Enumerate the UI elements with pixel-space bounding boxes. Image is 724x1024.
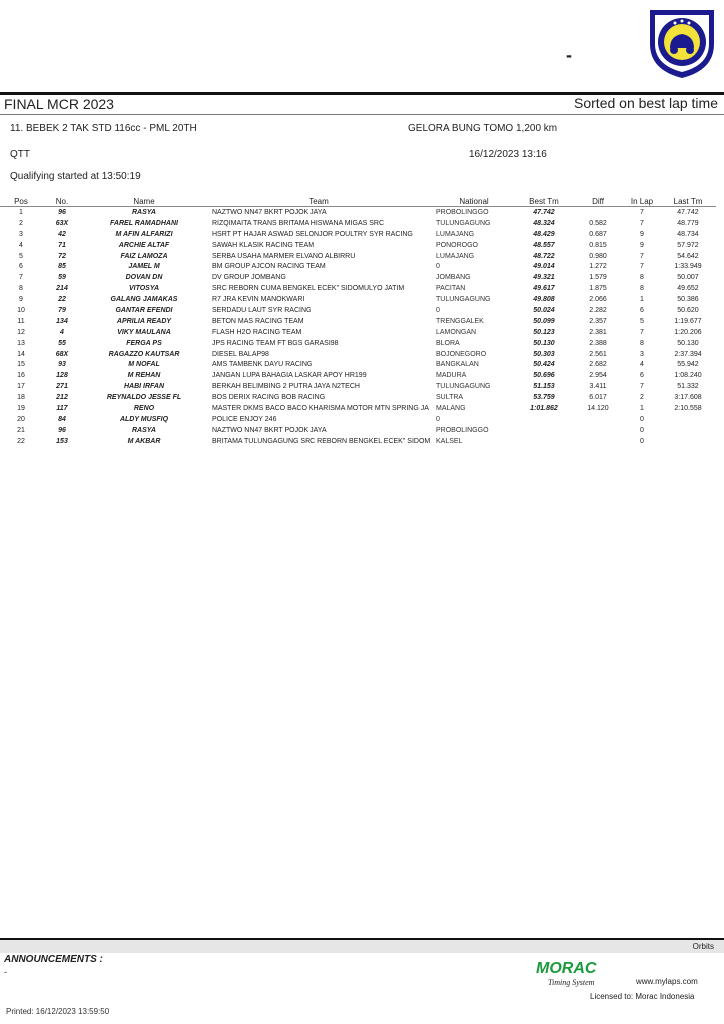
team-cell: NAZTWO NN47 BKRT POJOK JAYA [212, 208, 327, 216]
position-cell: 12 [17, 328, 25, 336]
best-time-cell: 1:01.862 [530, 404, 558, 412]
national-cell: BOJONEGORO [436, 350, 487, 358]
header-last-time: Last Tm [660, 196, 716, 207]
table-row [0, 240, 716, 251]
national-cell: 0 [436, 306, 440, 314]
header-best-time: Best Tm [516, 196, 572, 207]
best-time-cell: 53.759 [533, 394, 555, 402]
team-cell: DIESEL BALAP98 [212, 350, 269, 358]
national-cell: TULUNGAGUNG [436, 383, 491, 391]
license-text: Licensed to: Morac Indonesia [590, 992, 695, 1001]
rider-name-cell: VIKY MAULANA [117, 328, 171, 336]
position-cell: 17 [17, 383, 25, 391]
class-name: 11. BEBEK 2 TAK STD 116cc - PML 20TH [10, 123, 197, 134]
session-date: 16/12/2023 13:16 [469, 149, 547, 160]
header-in-lap: In Lap [624, 196, 660, 207]
best-time-cell: 50.696 [533, 372, 555, 380]
position-cell: 13 [17, 339, 25, 347]
table-row [0, 370, 716, 381]
header-pos: Pos [0, 196, 42, 207]
track-name: GELORA BUNG TOMO 1,200 km [408, 123, 558, 134]
number-cell: 271 [56, 383, 68, 391]
last-time-cell: 51.332 [677, 383, 699, 391]
table-row [0, 414, 716, 425]
table-row [0, 425, 716, 436]
number-cell: 4 [60, 328, 64, 336]
team-cell: BOS DERIX RACING BOB RACING [212, 394, 326, 402]
in-lap-cell: 4 [640, 361, 644, 369]
table-row [0, 392, 716, 403]
best-time-cell: 49.808 [533, 296, 555, 304]
number-cell: 79 [58, 306, 66, 314]
number-cell: 214 [56, 285, 68, 293]
in-lap-cell: 3 [640, 350, 644, 358]
last-time-cell: 50.007 [677, 274, 699, 282]
diff-cell: 2.381 [589, 328, 607, 336]
position-cell: 6 [19, 263, 23, 271]
position-cell: 4 [19, 241, 23, 249]
best-time-cell: 48.722 [533, 252, 555, 260]
brand-tagline: Timing System [548, 978, 595, 987]
last-time-cell [660, 425, 716, 436]
position-cell: 11 [17, 317, 25, 325]
table-row [0, 218, 716, 229]
in-lap-cell: 6 [640, 372, 644, 380]
number-cell: 84 [58, 415, 66, 423]
table-row [0, 272, 716, 283]
rider-name-cell: ALDY MUSFIQ [119, 415, 169, 423]
results-table [0, 196, 716, 447]
last-time-cell: 57.972 [677, 241, 699, 249]
orbits-label: Orbits [692, 942, 714, 951]
best-time-cell [516, 425, 572, 436]
table-row [0, 338, 716, 349]
in-lap-cell: 0 [640, 415, 644, 423]
team-cell: HSRT PT HAJAR ASWAD SELONJOR POULTRY SYR RACING [212, 230, 413, 238]
national-cell: TRENGGALEK [436, 317, 484, 325]
in-lap-cell: 0 [640, 437, 644, 445]
number-cell: 117 [56, 404, 68, 412]
last-time-cell: 1:19.677 [674, 317, 702, 325]
diff-cell: 1.875 [589, 285, 607, 293]
team-cell: SRC REBORN CUMA BENGKEL ECEK" SIDOMULYO JATIM [212, 285, 405, 293]
national-cell: LUMAJANG [436, 230, 475, 238]
header-national: National [432, 196, 516, 207]
table-row [0, 436, 716, 447]
table-row [0, 207, 716, 218]
rider-name-cell: GALANG JAMAKAS [110, 296, 178, 304]
last-time-cell: 48.734 [677, 230, 699, 238]
diff-cell: 2.357 [589, 317, 607, 325]
number-cell: 96 [58, 426, 66, 434]
rider-name-cell: FAIZ LAMOZA [120, 252, 168, 260]
team-cell: SERBA USAHA MARMER ELVANO ALBIRRU [212, 252, 356, 260]
table-row [0, 359, 716, 370]
table-row [0, 283, 716, 294]
national-cell: MALANG [436, 404, 466, 412]
number-cell: 93 [58, 361, 66, 369]
last-time-cell: 54.642 [677, 252, 699, 260]
rider-name-cell: VITOSYA [128, 285, 160, 293]
position-cell: 8 [19, 285, 23, 293]
rider-name-cell: ARCHIE ALTAF [118, 241, 170, 249]
position-cell: 7 [19, 274, 23, 282]
position-cell: 3 [19, 230, 23, 238]
best-time-cell [516, 414, 572, 425]
in-lap-cell: 7 [640, 383, 644, 391]
in-lap-cell: 9 [640, 230, 644, 238]
position-cell: 2 [19, 219, 23, 227]
position-cell: 20 [17, 415, 25, 423]
last-time-cell: 2:10.558 [674, 404, 702, 412]
rider-name-cell: M AKBAR [127, 437, 161, 445]
team-cell: SERDADU LAUT SYR RACING [212, 306, 312, 314]
table-header-row [0, 196, 716, 207]
national-cell: 0 [436, 263, 440, 271]
in-lap-cell: 8 [640, 339, 644, 347]
last-time-cell: 1:08.240 [674, 372, 702, 380]
diff-cell: 1.579 [589, 274, 607, 282]
position-cell: 15 [17, 361, 25, 369]
team-cell: MASTER DKMS BACO BACO KHARISMA MOTOR MTN SPRING JA [212, 404, 429, 412]
rider-name-cell: FERGA PS [126, 339, 162, 347]
in-lap-cell: 0 [640, 426, 644, 434]
national-cell: 0 [436, 415, 440, 423]
header-divider [0, 114, 724, 115]
rider-name-cell: RAGAZZO KAUTSAR [108, 350, 180, 358]
table-row [0, 294, 716, 305]
in-lap-cell: 2 [640, 394, 644, 402]
in-lap-cell: 8 [640, 274, 644, 282]
diff-cell: 6.017 [589, 394, 607, 402]
number-cell: 71 [58, 241, 66, 249]
national-cell: KALSEL [436, 437, 463, 445]
number-cell: 128 [56, 372, 68, 380]
diff-cell: 0.980 [589, 252, 607, 260]
national-cell: PROBOLINGGO [436, 426, 489, 434]
team-cell: JPS RACING TEAM FT BGS GARASI98 [212, 339, 339, 347]
position-cell: 14 [17, 350, 25, 358]
table-row [0, 305, 716, 316]
last-time-cell: 47.742 [677, 208, 699, 216]
national-cell: TULUNGAGUNG [436, 219, 491, 227]
team-cell: BERKAH BELIMBING 2 PUTRA JAYA N2TECH [212, 383, 360, 391]
number-cell: 153 [56, 437, 68, 445]
best-time-cell: 50.099 [533, 317, 555, 325]
team-cell: AMS TAMBENK DAYU RACING [212, 361, 313, 369]
last-time-cell [660, 414, 716, 425]
national-cell: PACITAN [436, 285, 466, 293]
team-cell: SAWAH KLASIK RACING TEAM [212, 241, 315, 249]
position-cell: 9 [19, 296, 23, 304]
diff-cell: 2.954 [589, 372, 607, 380]
last-time-cell: 49.652 [677, 285, 699, 293]
rider-name-cell: RASYA [132, 208, 156, 216]
best-time-cell: 48.324 [533, 219, 555, 227]
printed-timestamp: Printed: 16/12/2023 13:59:50 [6, 1007, 110, 1016]
team-cell: JANGAN LUPA BAHAGIA LASKAR APOY HR199 [212, 372, 367, 380]
diff-cell [572, 436, 624, 447]
footer-band [0, 940, 724, 953]
header-team: Team [206, 196, 432, 207]
diff-cell: 0.582 [589, 219, 607, 227]
diff-cell: 3.411 [589, 383, 607, 391]
diff-cell: 0.815 [589, 241, 607, 249]
national-cell: LAMONGAN [436, 328, 477, 336]
number-cell: 22 [58, 296, 66, 304]
team-cell: FLASH H2O RACING TEAM [212, 328, 302, 336]
rider-name-cell: GANTAR EFENDI [115, 306, 173, 314]
morac-logo-icon [534, 958, 620, 988]
event-title: FINAL MCR 2023 [4, 96, 114, 112]
table-row [0, 349, 716, 360]
last-time-cell: 1:20.206 [674, 328, 702, 336]
position-cell: 21 [17, 426, 25, 434]
diff-cell: 1.272 [589, 263, 607, 271]
announcements-text: - [4, 967, 7, 977]
rider-name-cell: HABI IRFAN [123, 383, 165, 391]
best-time-cell: 50.024 [533, 306, 555, 314]
diff-cell: 0.687 [589, 230, 607, 238]
position-cell: 18 [17, 394, 25, 402]
best-time-cell: 47.742 [533, 208, 555, 216]
table-row [0, 261, 716, 272]
best-time-cell: 48.557 [533, 241, 555, 249]
best-time-cell: 49.321 [533, 274, 555, 282]
in-lap-cell: 7 [640, 219, 644, 227]
in-lap-cell: 8 [640, 285, 644, 293]
rider-name-cell: M AFIN ALFARIZI [115, 230, 173, 238]
table-row [0, 229, 716, 240]
national-cell: MADURA [436, 372, 467, 380]
best-time-cell: 50.424 [533, 361, 555, 369]
team-cell: DV GROUP JOMBANG [212, 274, 286, 282]
national-cell: BLORA [436, 339, 460, 347]
team-cell: RIZQIMAITA TRANS BRITAMA HISWANA MIGAS SRC [212, 219, 385, 227]
national-cell: JOMBANG [436, 274, 471, 282]
website-text: www.mylaps.com [636, 977, 698, 986]
best-time-cell: 50.303 [533, 350, 555, 358]
qualifying-start: Qualifying started at 13:50:19 [10, 171, 141, 182]
team-cell: R7 JRA KEVIN MANOKWARI [212, 296, 305, 304]
last-time-cell: 50.130 [677, 339, 699, 347]
best-time-cell [516, 436, 572, 447]
position-cell: 22 [17, 437, 25, 445]
best-time-cell: 51.153 [533, 383, 555, 391]
rider-name-cell: REYNALDO JESSE FL [106, 394, 182, 402]
diff-cell: 2.388 [589, 339, 607, 347]
session-name: QTT [10, 149, 30, 160]
last-time-cell: 55.942 [677, 361, 699, 369]
header-dash: - [566, 45, 572, 65]
number-cell: 72 [58, 252, 66, 260]
best-time-cell: 50.123 [533, 328, 555, 336]
position-cell: 1 [19, 208, 23, 216]
in-lap-cell: 5 [640, 317, 644, 325]
national-cell: BANGKALAN [436, 361, 479, 369]
number-cell: 85 [58, 263, 66, 271]
number-cell: 68X [55, 350, 69, 358]
team-cell: NAZTWO NN47 BKRT POJOK JAYA [212, 426, 327, 434]
position-cell: 5 [19, 252, 23, 260]
rider-name-cell: RENO [133, 404, 155, 412]
team-cell: POLICE ENJOY 246 [212, 415, 277, 423]
position-cell: 16 [17, 372, 25, 380]
national-cell: LUMAJANG [436, 252, 475, 260]
rider-name-cell: JAMEL M [128, 263, 160, 271]
last-time-cell: 1:33.949 [674, 263, 702, 271]
diff-cell: 2.066 [589, 296, 607, 304]
diff-cell: 2.282 [589, 306, 607, 314]
in-lap-cell: 9 [640, 241, 644, 249]
in-lap-cell: 7 [640, 263, 644, 271]
number-cell: 55 [58, 339, 66, 347]
number-cell: 63X [55, 219, 69, 227]
best-time-cell: 49.014 [533, 263, 555, 271]
header-name: Name [82, 196, 206, 207]
diff-cell: 14.120 [587, 404, 609, 412]
best-time-cell: 50.130 [533, 339, 555, 347]
last-time-cell: 48.779 [677, 219, 699, 227]
best-time-cell: 48.429 [533, 230, 555, 238]
in-lap-cell: 6 [640, 306, 644, 314]
team-cell: BRITAMA TULUNGAGUNG SRC REBORN BENGKEL ECEK" SIDOM [212, 437, 431, 445]
number-cell: 134 [56, 317, 68, 325]
number-cell: 42 [58, 230, 66, 238]
team-cell: BM GROUP AJCON RACING TEAM [212, 263, 326, 271]
rider-name-cell: M NOFAL [128, 361, 160, 369]
national-cell: SULTRA [436, 394, 464, 402]
best-time-cell: 49.617 [533, 285, 555, 293]
header-diff: Diff [572, 196, 624, 207]
last-time-cell [660, 436, 716, 447]
table-row [0, 381, 716, 392]
rider-name-cell: FAREL RAMADHANI [110, 219, 178, 227]
table-row [0, 251, 716, 262]
national-cell: TULUNGAGUNG [436, 296, 491, 304]
team-cell: BETON MAS RACING TEAM [212, 317, 304, 325]
rider-name-cell: M REHAN [127, 372, 161, 380]
rider-name-cell: APRILIA READY [116, 317, 172, 325]
diff-cell: 2.561 [589, 350, 607, 358]
rider-name-cell: DOVAN DN [125, 274, 163, 282]
table-row [0, 316, 716, 327]
last-time-cell: 3:17.608 [674, 394, 702, 402]
rider-name-cell: RASYA [132, 426, 156, 434]
diff-cell [572, 425, 624, 436]
national-cell: PROBOLINGGO [436, 208, 489, 216]
number-cell: 96 [58, 208, 66, 216]
national-cell: PONOROGO [436, 241, 479, 249]
announcements-title: ANNOUNCEMENTS : [4, 954, 103, 965]
position-cell: 19 [17, 404, 25, 412]
last-time-cell: 50.620 [677, 306, 699, 314]
table-row [0, 403, 716, 414]
number-cell: 212 [56, 394, 68, 402]
imi-club-logo-icon [646, 4, 718, 80]
brand-name: MORAC [536, 960, 597, 977]
sort-note: Sorted on best lap time [574, 95, 718, 111]
in-lap-cell: 7 [640, 328, 644, 336]
diff-cell [572, 414, 624, 425]
diff-cell: 2.682 [589, 361, 607, 369]
in-lap-cell: 7 [640, 252, 644, 260]
position-cell: 10 [17, 306, 25, 314]
in-lap-cell: 1 [640, 296, 644, 304]
header-no: No. [42, 196, 82, 207]
in-lap-cell: 7 [640, 208, 644, 216]
last-time-cell: 2:37.394 [674, 350, 702, 358]
table-row [0, 327, 716, 338]
last-time-cell: 50.386 [677, 296, 699, 304]
in-lap-cell: 1 [640, 404, 644, 412]
diff-cell [572, 207, 624, 218]
number-cell: 59 [58, 274, 66, 282]
